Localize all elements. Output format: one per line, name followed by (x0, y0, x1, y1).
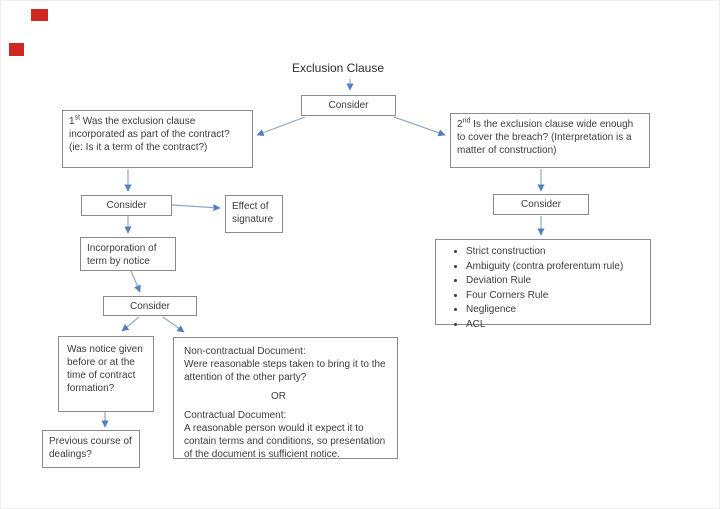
rule-item: • Deviation Rule (466, 274, 644, 288)
construction-rules-list (442, 245, 644, 331)
incorporation-label: Incorporation of term by notice (87, 243, 157, 267)
arrow-consider-to-q1 (257, 117, 305, 135)
arrow-consider-to-q2 (394, 117, 445, 135)
consider-right-label: Consider (520, 199, 562, 210)
non-contractual-heading: Non-contractual Document: (184, 346, 306, 357)
consider-right-box (493, 194, 589, 215)
consider-left2-label: Consider (129, 300, 171, 312)
rule-item: • Four Corners Rule (466, 289, 644, 303)
q2-number: 2 (457, 119, 463, 130)
effect-of-signature-label: Effect of signature (232, 201, 274, 225)
consider-left2-box (103, 296, 197, 316)
previous-course-box (42, 430, 140, 468)
effect-of-signature-box (225, 195, 283, 233)
question-2-box (450, 113, 650, 168)
consider-top-label: Consider (328, 100, 369, 111)
question-1-box (62, 110, 253, 168)
rule-item: • Negligence (466, 303, 644, 317)
was-notice-label: Was notice given before or at the time of contract formation? (67, 344, 143, 394)
non-contractual-body: Were reasonable steps taken to bring it to the attention of the other party? (184, 359, 386, 383)
diagram-title: Exclusion Clause (291, 61, 385, 75)
arrow-consider2-to-documents (163, 317, 184, 332)
previous-course-label: Previous course of dealings? (49, 436, 132, 460)
construction-rules-box (435, 239, 651, 330)
documents-box (173, 337, 398, 459)
rule-item: • Strict construction (466, 245, 644, 259)
rule-item: • Ambiguity (contra proferentum rule) (466, 260, 644, 274)
arrow-incorporation-to-consider2 (131, 271, 140, 292)
or-label: OR (271, 391, 286, 402)
red-marker-1 (31, 9, 48, 21)
q2-text: Is the exclusion clause wide enough to cover the breach? (Interpretation is a matter of construction) (457, 119, 634, 156)
q1-ordinal-suffix: st (74, 114, 81, 122)
q1-number: 1 (69, 116, 75, 127)
contractual-body: A reasonable person would it expect it to contain terms and conditions, so presentation of the document is sufficient notice. (184, 423, 386, 460)
contractual-heading: Contractual Document: (184, 410, 287, 421)
q1-text: Was the exclusion clause incorporated as part of the contract? (ie: Is it a term of the contract?) (69, 116, 230, 153)
consider-left-box (81, 195, 172, 216)
arrow-consider-to-effect (172, 205, 220, 208)
rule-item: • ACL (466, 318, 644, 332)
consider-top-box (301, 95, 396, 116)
was-notice-box (58, 336, 154, 412)
consider-left-label: Consider (106, 200, 147, 211)
q2-ordinal-suffix: nd (462, 117, 471, 125)
incorporation-box (80, 237, 176, 271)
arrow-consider2-to-was-notice (122, 317, 139, 331)
red-marker-2 (9, 43, 24, 56)
